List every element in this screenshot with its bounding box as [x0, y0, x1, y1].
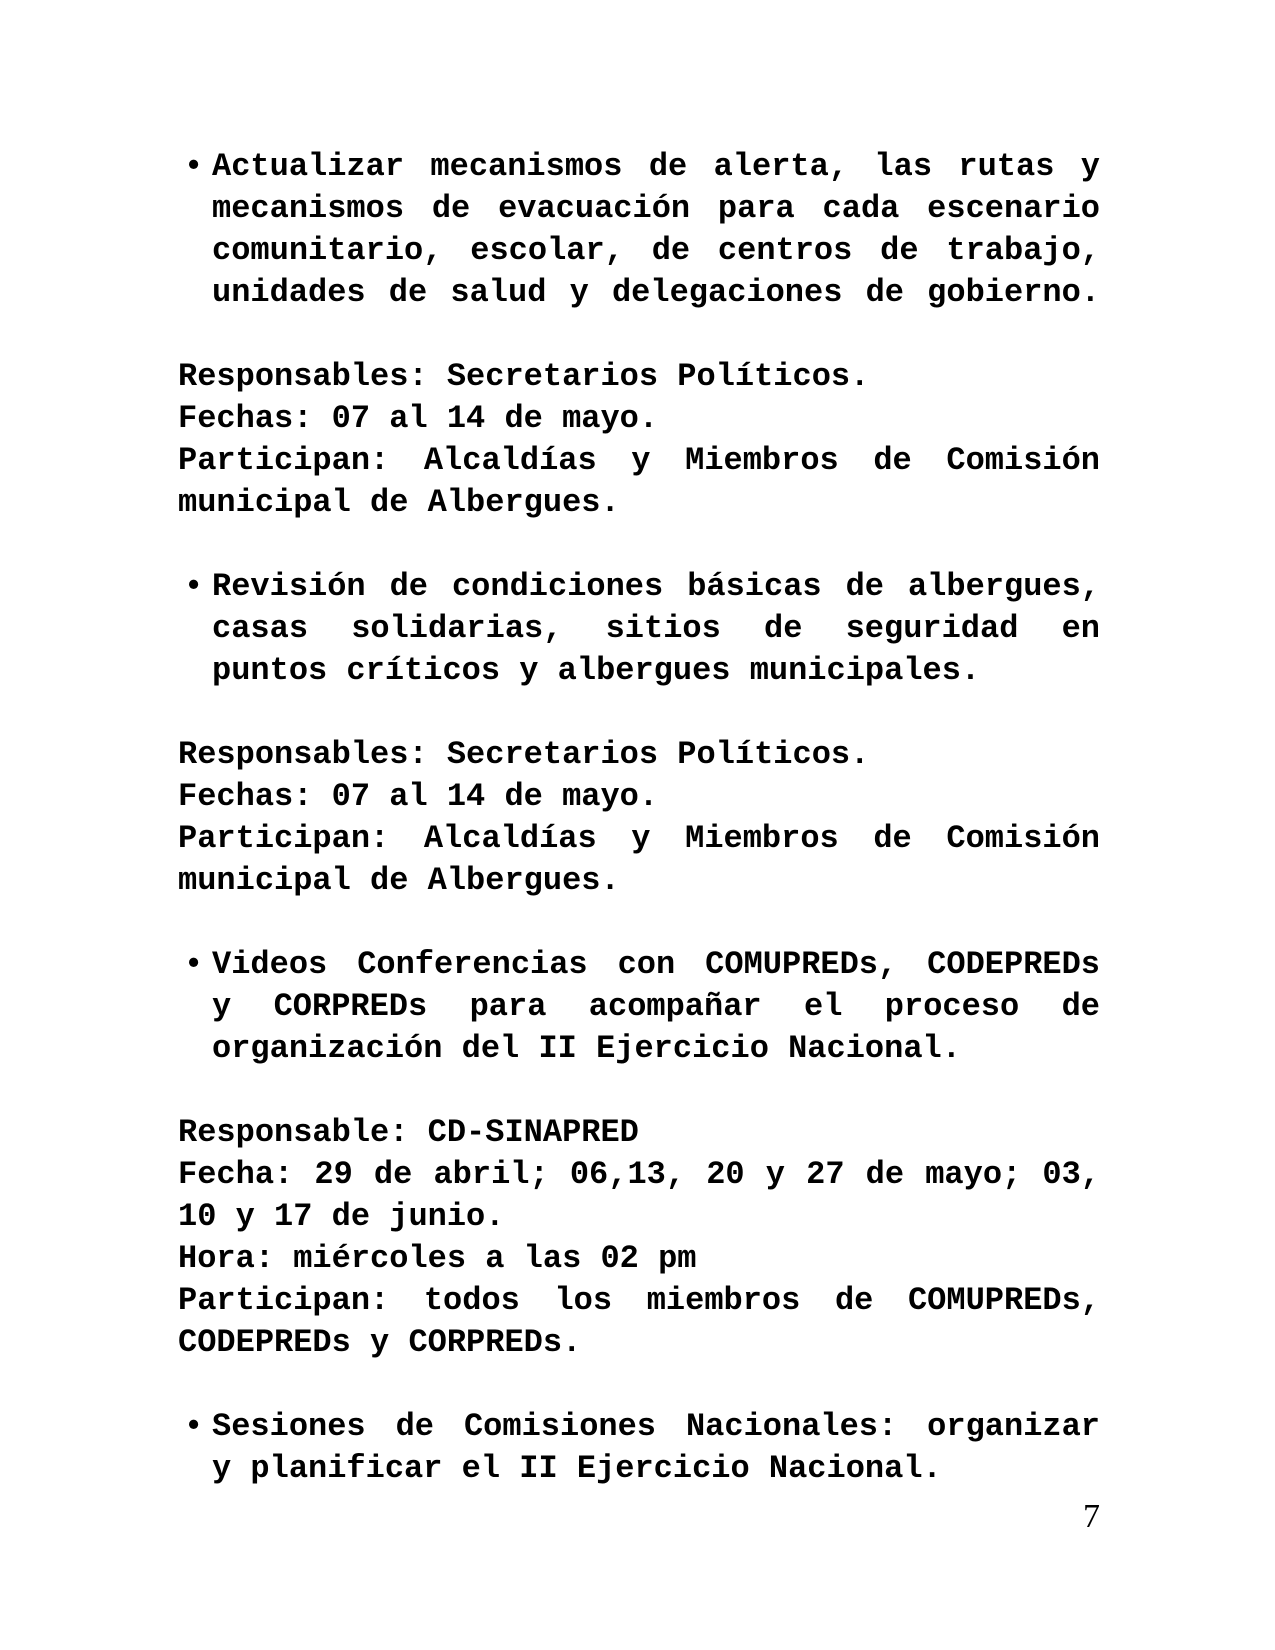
- bullet-item: [178, 1406, 1100, 1490]
- bullet-item: [178, 566, 1100, 692]
- bullet-item: [178, 146, 1100, 314]
- text-line: Responsables: Secretarios Políticos.: [178, 358, 870, 395]
- paragraph: [178, 734, 1100, 902]
- page-number: 7: [1083, 1498, 1100, 1535]
- text-line: Videos Conferencias con COMUPREDs, CODEPREDs: [212, 946, 1100, 983]
- text-line: municipal de Albergues.: [178, 862, 620, 899]
- text-line: comunitario, escolar, de centros de trabajo,: [212, 232, 1100, 269]
- text-line: Participan: todos los miembros de COMUPREDs,: [178, 1282, 1100, 1319]
- text-line: Participan: Alcaldías y Miembros de Comisión: [178, 820, 1100, 857]
- text-line: municipal de Albergues.: [178, 484, 620, 521]
- text-line: Fechas: 07 al 14 de mayo.: [178, 400, 659, 437]
- text-line: y planificar el II Ejercicio Nacional.: [212, 1450, 942, 1487]
- text-line: casas solidarias, sitios de seguridad en: [212, 610, 1100, 647]
- page-content: [178, 146, 1100, 1532]
- bullet-marker-icon: •: [184, 568, 204, 605]
- text-line: Responsable: CD-SINAPRED: [178, 1114, 639, 1151]
- paragraph: [178, 356, 1100, 524]
- text-line: Fechas: 07 al 14 de mayo.: [178, 778, 659, 815]
- text-line: Responsables: Secretarios Políticos.: [178, 736, 870, 773]
- text-line: Revisión de condiciones básicas de albergues,: [212, 568, 1100, 605]
- text-line: CODEPREDs y CORPREDs.: [178, 1324, 582, 1361]
- bullet-item: [178, 944, 1100, 1070]
- text-line: Sesiones de Comisiones Nacionales: organizar: [212, 1408, 1100, 1445]
- text-line: Hora: miércoles a las 02 pm: [178, 1240, 697, 1277]
- bullet-marker-icon: •: [184, 1408, 204, 1445]
- text-line: unidades de salud y delegaciones de gobierno.: [212, 274, 1100, 311]
- text-line: 10 y 17 de junio.: [178, 1198, 505, 1235]
- text-line: Fecha: 29 de abril; 06,13, 20 y 27 de mayo; 03,: [178, 1156, 1100, 1193]
- paragraph: [178, 1112, 1100, 1364]
- text-line: mecanismos de evacuación para cada escenario: [212, 190, 1100, 227]
- text-line: Actualizar mecanismos de alerta, las rutas y: [212, 148, 1100, 185]
- text-line: puntos críticos y albergues municipales.: [212, 652, 981, 689]
- text-line: organización del II Ejercicio Nacional.: [212, 1030, 961, 1067]
- text-line: y CORPREDs para acompañar el proceso de: [212, 988, 1100, 1025]
- bullet-marker-icon: •: [184, 148, 204, 185]
- text-line: Participan: Alcaldías y Miembros de Comisión: [178, 442, 1100, 479]
- bullet-marker-icon: •: [184, 946, 204, 983]
